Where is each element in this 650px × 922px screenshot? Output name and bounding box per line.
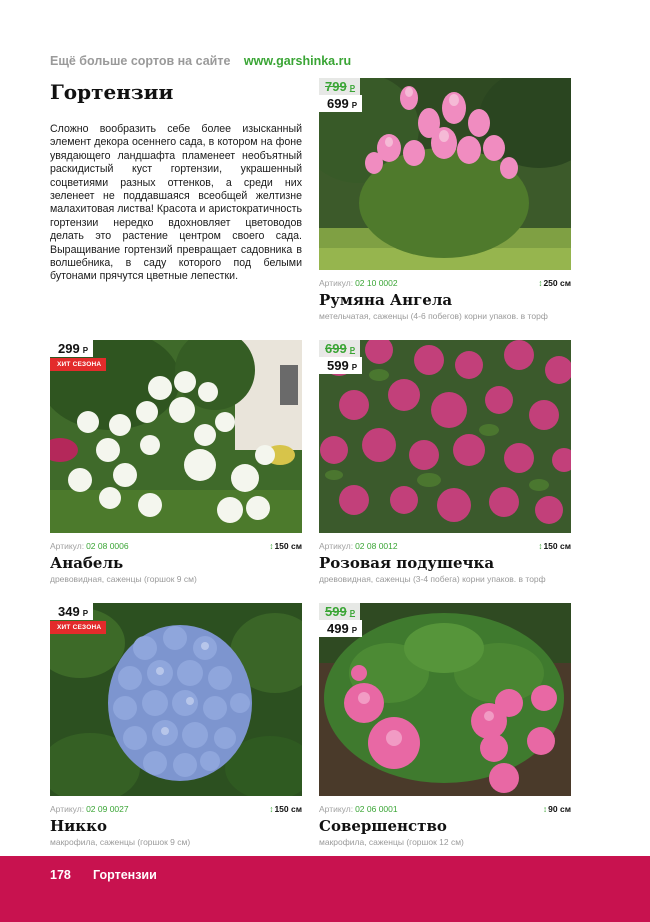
article-label: Артикул: (319, 278, 354, 288)
article-label: Артикул: (50, 541, 85, 551)
hit-badge: ХИТ СЕЗОНА (50, 358, 106, 371)
height-arrow-icon: ↕ (538, 541, 543, 551)
article-code: 02 10 0002 (355, 278, 398, 288)
page-title: Гортензии (50, 80, 174, 104)
page-number: 178 (50, 868, 71, 882)
article-code: 02 06 0001 (355, 804, 398, 814)
height-arrow-icon: ↕ (542, 804, 548, 814)
footer-section-title: Гортензии (93, 868, 157, 882)
product-name[interactable]: Никко (50, 817, 107, 835)
product-name[interactable]: Румяна Ангела (319, 291, 453, 309)
price: 599 Р (319, 357, 362, 374)
product-name[interactable]: Розовая подушечка (319, 554, 495, 572)
article-label: Артикул: (50, 804, 85, 814)
height-arrow-icon: ↕ (538, 278, 543, 288)
product-meta (50, 804, 302, 816)
old-price: 799 Р (319, 78, 360, 95)
plant-height: ↕150 см (269, 541, 302, 551)
plant-height: ↕150 см (269, 804, 302, 814)
price: 349 Р (50, 603, 93, 620)
site-link[interactable]: www.garshinka.ru (243, 54, 352, 68)
product-meta (319, 804, 571, 816)
old-price: 699 Р (319, 340, 360, 357)
price: 299 Р (50, 340, 93, 357)
plant-height: ↕90 см (542, 804, 571, 814)
product-meta (50, 541, 302, 553)
article-label: Артикул: (319, 541, 354, 551)
intro-text: Сложно вообразить себе более изысканный элемент декора осеннего сада, в котором на фоне увядающего ландшафта пламенеет необъятный раскидистый куст гортензии, украшенный соцветиями разных оттенков, а среди них зеленеет не поддавшаяся всеобщей желтизне малахитовая листва! Красота и аристократичность гортензии нередко вдохновляет цветоводов делать это растение центром своего сада. Выращивание гортензий превращает садовника в волшебника, в саду которого под белыми бутонами прячутся цветные лепестки. (50, 123, 302, 283)
product-description: древовидная, саженцы (3-4 побега) корни упаков. в торф (319, 574, 546, 584)
plant-height: ↕250 см (538, 278, 571, 288)
product-meta (319, 541, 571, 553)
article-code: 02 09 0027 (86, 804, 129, 814)
article-code: 02 08 0012 (355, 541, 398, 551)
product-name[interactable]: Анабель (50, 554, 124, 572)
product-description: метельчатая, саженцы (4-6 побегов) корни упаков. в торф (319, 311, 548, 321)
height-arrow-icon: ↕ (269, 804, 274, 814)
site-banner (50, 54, 351, 68)
product-name[interactable]: Совершенство (319, 817, 447, 835)
article-label: Артикул: (319, 804, 354, 814)
price: 699 Р (319, 95, 362, 112)
height-arrow-icon: ↕ (269, 541, 274, 551)
product-description: древовидная, саженцы (горшок 9 см) (50, 574, 197, 584)
article-code: 02 08 0006 (86, 541, 129, 551)
price: 499 Р (319, 620, 362, 637)
banner-text: Ещё больше сортов на сайте (50, 54, 231, 68)
product-meta (319, 278, 571, 290)
plant-height: ↕150 см (538, 541, 571, 551)
page-footer (0, 856, 650, 922)
product-description: макрофила, саженцы (горшок 12 см) (319, 837, 464, 847)
old-price: 599 Р (319, 603, 360, 620)
product-description: макрофила, саженцы (горшок 9 см) (50, 837, 191, 847)
hit-badge: ХИТ СЕЗОНА (50, 621, 106, 634)
